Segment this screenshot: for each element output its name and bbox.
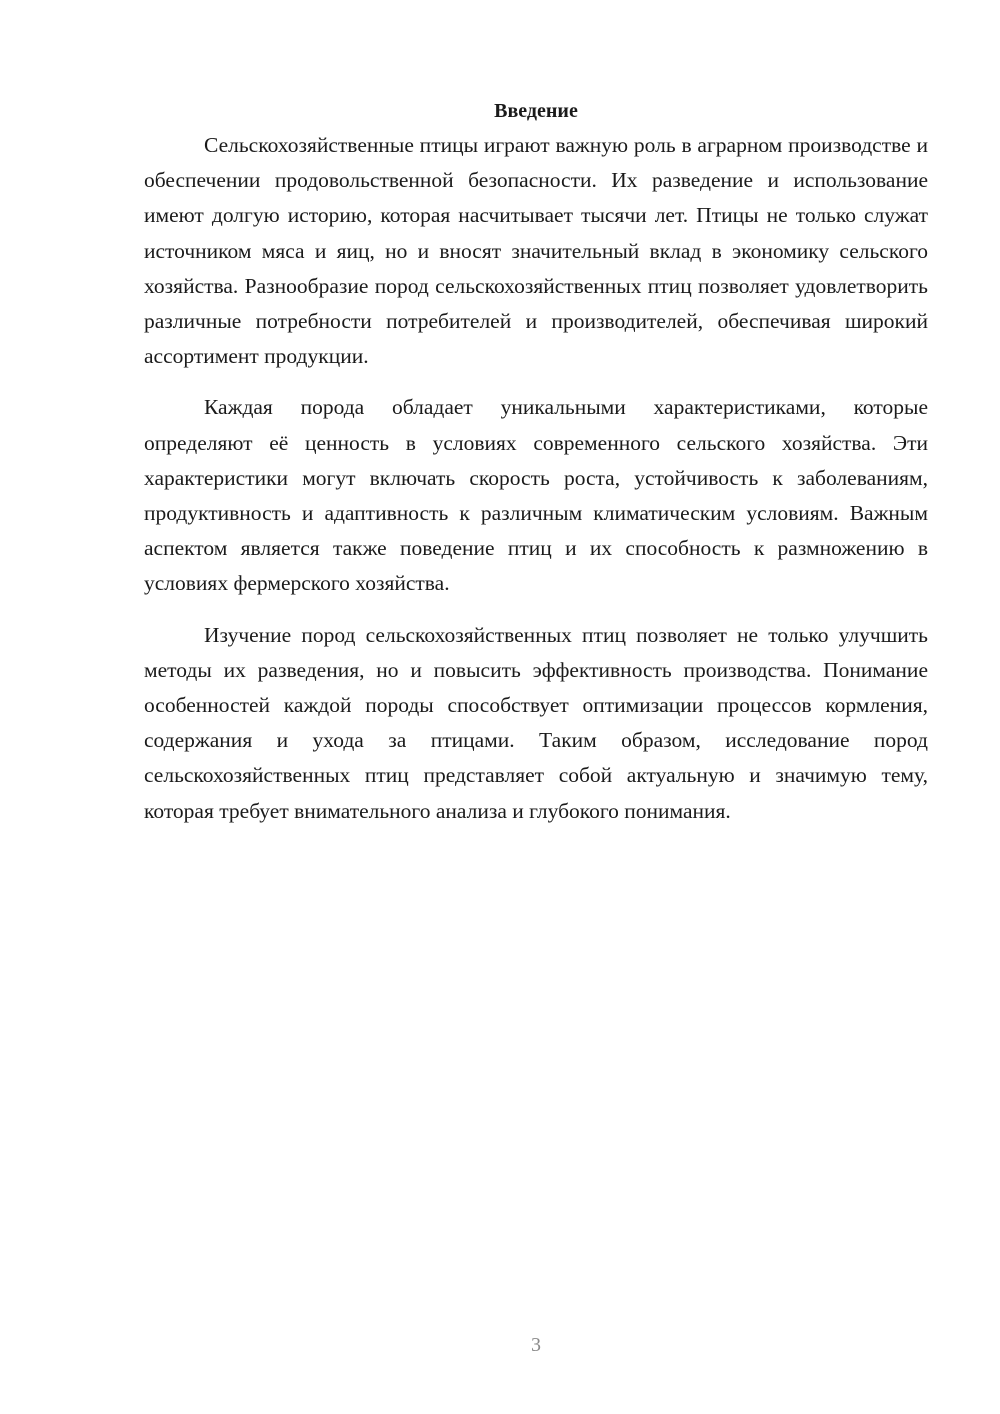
section-title: Введение <box>494 100 578 122</box>
page-content <box>144 96 928 845</box>
page-number: 3 <box>531 1334 541 1356</box>
paragraph: Каждая порода обладает уникальными характеристиками, которые определяют её ценность в условиях современного сельского хозяйства. Эти характеристики могут включать скорость роста, устойчивость к заболеваниям, продуктивность и адаптивность к различным климатическим условиям. Важным аспектом является также поведение птиц и их способность к размножению в условиях фермерского хозяйства. <box>144 395 928 596</box>
paragraph: Изучение пород сельскохозяйственных птиц позволяет не только улучшить методы их разведения, но и повысить эффективность производства. Понимание особенностей каждой породы способствует оптимизации процессов кормления, содержания и ухода за птицами. Таким образом, исследование пород сельскохозяйственных птиц представляет собой актуальную и значимую тему, которая требует внимательного анализа и глубокого понимания. <box>144 622 928 823</box>
paragraph: Сельскохозяйственные птицы играют важную роль в аграрном производстве и обеспечении продовольственной безопасности. Их разведение и использование имеют долгую историю, которая насчитывает тысячи лет. Птицы не только служат источником мяса и яиц, но и вносят значительный вклад в экономику сельского хозяйства. Разнообразие пород сельскохозяйственных птиц позволяет удовлетворить различные потребности потребителей и производителей, обеспечивая широкий ассортимент продукции. <box>144 133 928 369</box>
